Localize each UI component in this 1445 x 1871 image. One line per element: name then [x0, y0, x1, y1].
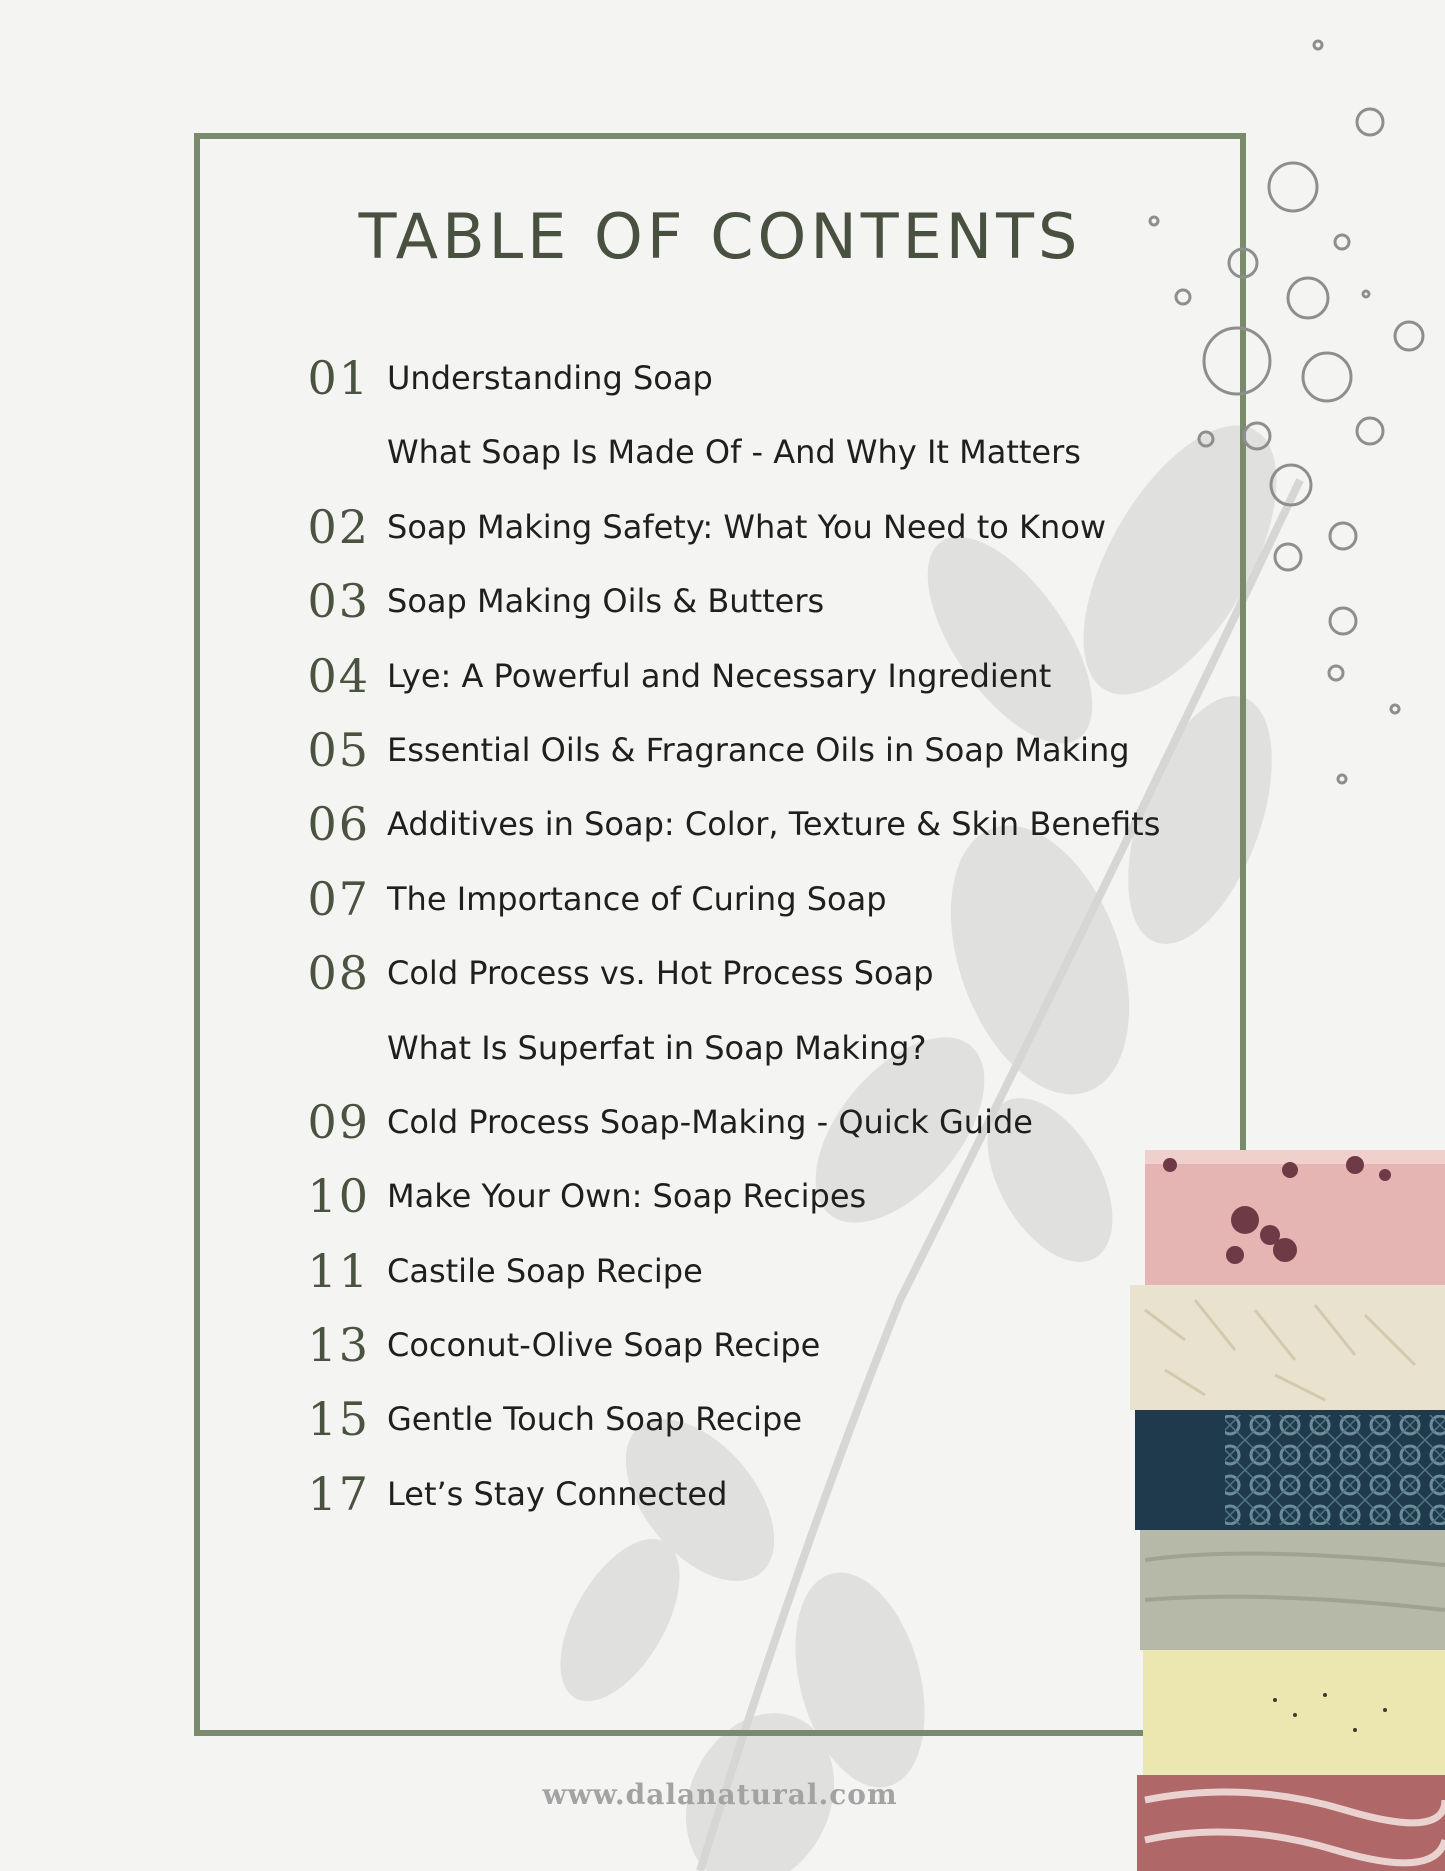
soap-bar-yellow — [1143, 1650, 1445, 1775]
toc-label: Make Your Own: Soap Recipes — [387, 1177, 867, 1216]
toc-label: Gentle Touch Soap Recipe — [387, 1400, 803, 1439]
toc-label: Castile Soap Recipe — [387, 1251, 703, 1290]
toc-label: What Soap Is Made Of - And Why It Matters — [387, 433, 1081, 472]
toc-number: 10 — [307, 1169, 370, 1224]
toc-number: 01 — [307, 351, 370, 405]
toc-label: Soap Making Safety: What You Need to Know — [387, 507, 1107, 546]
toc-label: Let’s Stay Connected — [387, 1474, 728, 1513]
toc-label: Cold Process Soap-Making - Quick Guide — [387, 1102, 1033, 1141]
toc-label: Coconut-Olive Soap Recipe — [387, 1326, 821, 1365]
toc-label: Soap Making Oils & Butters — [387, 582, 825, 621]
toc-label: Cold Process vs. Hot Process Soap — [387, 954, 934, 993]
toc-label: The Importance of Curing Soap — [387, 879, 887, 918]
toc-number: 06 — [307, 797, 370, 852]
toc-number: 05 — [307, 722, 370, 777]
toc-number: 15 — [307, 1392, 370, 1447]
toc-number: 07 — [307, 871, 370, 926]
toc-number: 17 — [307, 1466, 370, 1521]
toc-number: 04 — [307, 648, 370, 703]
toc-label: What Is Superfat in Soap Making? — [387, 1028, 927, 1067]
soap-bars-photo — [1125, 1140, 1445, 1871]
soap-bar-grey — [1140, 1530, 1445, 1650]
toc-number: 08 — [307, 946, 370, 1001]
toc-number: 09 — [307, 1094, 370, 1149]
toc-number: 13 — [307, 1318, 370, 1373]
toc-label: Understanding Soap — [387, 359, 713, 397]
toc-label: Essential Oils & Fragrance Oils in Soap Making — [387, 730, 1130, 769]
page-title: TABLE OF CONTENTS — [358, 200, 1082, 273]
toc-number: 02 — [307, 499, 370, 554]
toc-number: 03 — [307, 574, 370, 629]
website-url[interactable]: www.dalanatural.com — [542, 1778, 898, 1811]
toc-label: Additives in Soap: Color, Texture & Skin Benefits — [387, 805, 1161, 844]
toc-label: Lye: A Powerful and Necessary Ingredient — [387, 656, 1052, 695]
toc-number: 11 — [307, 1243, 370, 1298]
